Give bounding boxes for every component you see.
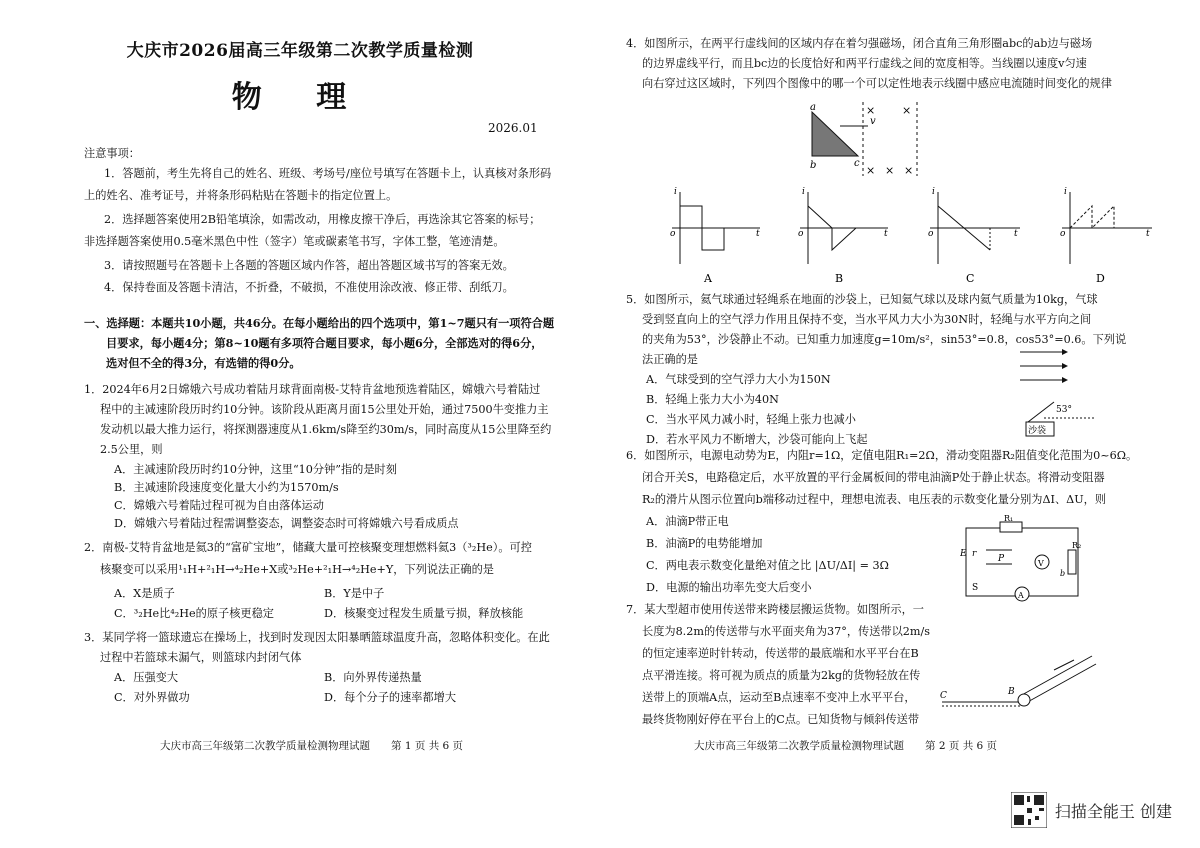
exam-title: 大庆市2026届高三年级第二次教学质量检测 [126,41,474,61]
q2-option-a: A．X是质子 [114,587,175,600]
axis-t: t [1014,229,1018,239]
notice-3: 3．请按照题号在答题卡上各题的答题区域内作答，超出答题区域书写的答案无效。 [104,259,514,272]
notice-2a: 2．选择题答案使用2B铅笔填涂，如需改动，用橡皮擦干净后，再选涂其它答案的标号； [104,213,541,226]
q6-r1-label: R₁ [1004,514,1014,523]
q2-line-1: 2．南极-艾特肯盆地是氦3的“富矿宝地”，储藏大量可控核聚变理想燃料氦3（³₂He）。可控 [84,541,532,554]
qr-code-icon [1011,792,1047,828]
graph-c-label: C [966,272,975,285]
axis-i: i [802,187,805,197]
q7-line-1: 7．某大型超市使用传送带来跨楼层搬运货物。如图所示，一 [626,603,924,616]
q6-option-b: B．油滴P的电势能增加 [646,537,763,550]
q1-line-4: 2.5公里，则 [100,443,163,456]
field-cross: × [904,164,914,177]
q5-line-1: 5．如图所示，氦气球通过轻绳系在地面的沙袋上，已知氦气球以及球内氦气质量为10kg，气球 [626,293,1098,306]
q7-c-label: C [940,691,947,701]
q6-option-d: D．电源的输出功率先变大后变小 [646,581,812,594]
axis-o: o [670,229,676,239]
q7-line-5: 送带上的顶端A点，运动至B点速率不变冲上水平平台， [642,691,916,704]
q3-line-1: 3．某同学将一篮球遗忘在操场上，找到时发现因太阳暴晒篮球温度升高，忽略体积变化。在此 [84,631,550,644]
graph-d [1060,187,1152,285]
q2-option-b: B．Y是中子 [324,587,385,600]
q5-option-d: D．若水平风力不断增大，沙袋可能向上飞起 [646,433,868,446]
q3-line-2: 过程中若篮球未漏气，则篮球内封闭气体 [100,651,302,664]
switch-label: S [972,583,979,593]
q6-e-label: E [960,549,967,559]
q6-option-a: A．油滴P带正电 [646,515,729,528]
q7-line-2: 长度为8.2m的传送带与水平面夹角为37°，传送带以2m/s [642,625,931,638]
q6-p-label: P [998,554,1005,564]
q5-line-3: 的夹角为53°，沙袋静止不动。已知重力加速度g=10m/s²，sin53°=0.8，cos53°=0.6。下列说 [642,333,1127,346]
q1-option-c: C．嫦娥六号着陆过程可视为自由落体运动 [114,499,324,512]
exam-date: 2026.01 [488,121,538,135]
q6-r-label: r [972,549,977,559]
section-heading-3: 选对但不全的得3分，有选错的得0分。 [106,356,301,370]
q1-option-b: B．主减速阶段速度变化量大小约为1570m/s [114,481,339,494]
q4-label-b: b [810,160,817,171]
axis-t: t [884,229,888,239]
q3-option-b: B．向外界传递热量 [324,671,422,684]
q4-field-figure [800,98,930,180]
q3-option-d: D．每个分子的速率都增大 [324,691,457,704]
field-cross: × [885,164,895,177]
q5-option-c: C．当水平风力减小时，轻绳上张力也减小 [646,413,856,426]
q6-line-1: 6．如图所示，电源电动势为E，内阻r=1Ω，定值电阻R₁=2Ω，滑动变阻器R₂阻值变化范围为0~6Ω。 [626,449,1138,462]
graph-b [798,187,888,285]
axis-t: t [756,229,760,239]
scanner-watermark [1011,792,1172,828]
q6-line-2: 闭合开关S，电路稳定后，水平放置的平行金属板间的带电油滴P处于静止状态。将滑动变阻器 [642,471,1105,484]
q2-option-d: D．核聚变过程发生质量亏损，释放核能 [324,607,524,620]
q3-option-a: A．压强变大 [114,671,179,684]
q2-line-2: 核聚变可以采用¹₁H+²₁H→⁴₂He+X或³₂He+²₁H→⁴₂He+Y，下列说法正确的是 [100,563,494,576]
field-cross: × [866,164,876,177]
q7-conveyor-figure [936,650,1098,712]
field-cross: × [902,104,912,117]
field-cross: × [866,104,876,117]
q6-option-c: C．两电表示数变化量绝对值之比 |ΔU/ΔI| = 3Ω [646,559,889,572]
q4-line-2: 的边界虚线平行，而且bc边的长度恰好和两平行虚线之间的宽度相等。当线圈以速度v匀速 [642,57,1087,70]
right-page [600,0,1200,848]
q1-line-3: 发动机以最大推力运行，将探测器速度从1.6km/s降至约30m/s，同时高度从15公里降至约 [100,423,552,436]
notice-1b: 上的姓名、准考证号，并将条形码粘贴在答题卡的指定位置上。 [84,189,398,202]
axis-i: i [1064,187,1067,197]
q4-label-v: v [870,116,876,127]
axis-o: o [798,229,804,239]
q7-line-6: 最终货物刚好停在平台上的C点。已知货物与倾斜传送带 [642,713,920,726]
notice-4: 4．保持卷面及答题卡清洁，不折叠，不破损，不准使用涂改液、修正带、刮纸刀。 [104,281,514,294]
q7-line-3: 的恒定速率逆时针转动，传送带的最底端和水平平台在B [642,647,919,660]
q4-label-a: a [810,102,816,113]
voltmeter-label: V [1038,559,1044,568]
ammeter-label: A [1018,591,1024,600]
graph-d-label: D [1096,272,1105,285]
axis-o: o [1060,229,1066,239]
q2-option-c: C．³₂He比⁴₂He的原子核更稳定 [114,607,274,620]
section-heading-2: 目要求，每小题4分；第8~10题有多项符合题目要求，每小题6分，全部选对的得6分， [106,336,543,350]
graph-a-label: A [704,272,712,285]
q5-option-a: A．气球受到的空气浮力大小为150N [646,373,831,386]
watermark-text: 扫描全能王 创建 [1054,801,1172,821]
graph-c [928,187,1020,285]
q5-option-b: B．轻绳上张力大小为40N [646,393,779,406]
q5-line-2: 受到竖直向上的空气浮力作用且保持不变，当水平风力大小为30N时，轻绳与水平方向之间 [642,313,1092,326]
q1-option-d: D．嫦娥六号着陆过程需调整姿态，调整姿态时可将嫦娥六号看成质点 [114,517,459,530]
q1-option-a: A．主减速阶段历时约10分钟，这里“10分钟”指的是时刻 [114,463,397,476]
q7-b-label: B [1008,687,1015,697]
q5-angle-label: 53° [1056,405,1072,415]
subject-title: 物 理 [231,80,369,115]
q4-graphs [660,184,1180,288]
q6-circuit-figure [960,514,1088,604]
q6-b-label: b [1060,569,1066,578]
axis-o: o [928,229,934,239]
notice-1a: 1．答题前，考生先将自己的姓名、班级、考场号/座位号填写在答题卡上，认真核对条形码 [104,167,552,180]
graph-a [670,187,760,285]
notice-2b: 非选择题答案使用0.5毫米黑色中性（签字）笔或碳素笔书写，字体工整，笔迹清楚。 [84,235,505,248]
axis-i: i [932,187,935,197]
section-heading-1: 一、选择题：本题共10小题，共46分。在每小题给出的四个选项中，第1~7题只有一项符合题 [84,316,555,330]
q5-balloon-figure [1004,340,1104,440]
q1-line-2: 程中的主减速阶段历时约10分钟。该阶段从距离月面15公里处开始，通过7500牛变推力主 [100,403,549,416]
graph-b-label: B [835,272,844,285]
q5-sandbag-label: 沙袋 [1028,426,1047,436]
notice-heading: 注意事项： [84,147,140,160]
q1-line-1: 1．2024年6月2日嫦娥六号成功着陆月球背面南极-艾特肯盆地预选着陆区，嫦娥六号着陆过 [84,383,541,396]
axis-i: i [674,187,677,197]
q4-label-c: c [854,158,860,169]
axis-t: t [1146,229,1150,239]
q3-option-c: C．对外界做功 [114,691,190,704]
q6-line-3: R₂的滑片从图示位置向b端移动过程中，理想电流表、电压表的示数变化量分别为ΔI、ΔU，则 [642,493,1107,506]
q4-line-3: 向右穿过这区域时，下列四个图像中的哪一个可以定性地表示线圈中感应电流随时间变化的规律 [642,77,1112,90]
q4-line-1: 4．如图所示，在两平行虚线间的区域内存在着匀强磁场，闭合直角三角形圈abc的ab边与磁场 [626,37,1093,50]
page-footer-1: 大庆市高三年级第二次教学质量检测物理试题 第 1 页 共 6 页 [160,740,464,752]
q5-line-4: 法正确的是 [642,353,698,366]
q7-line-4: 点平滑连接。将可视为质点的质量为2kg的货物轻放在传 [642,669,921,682]
q6-r2-label: R₂ [1072,541,1082,550]
page-footer-2: 大庆市高三年级第二次教学质量检测物理试题 第 2 页 共 6 页 [694,740,998,752]
